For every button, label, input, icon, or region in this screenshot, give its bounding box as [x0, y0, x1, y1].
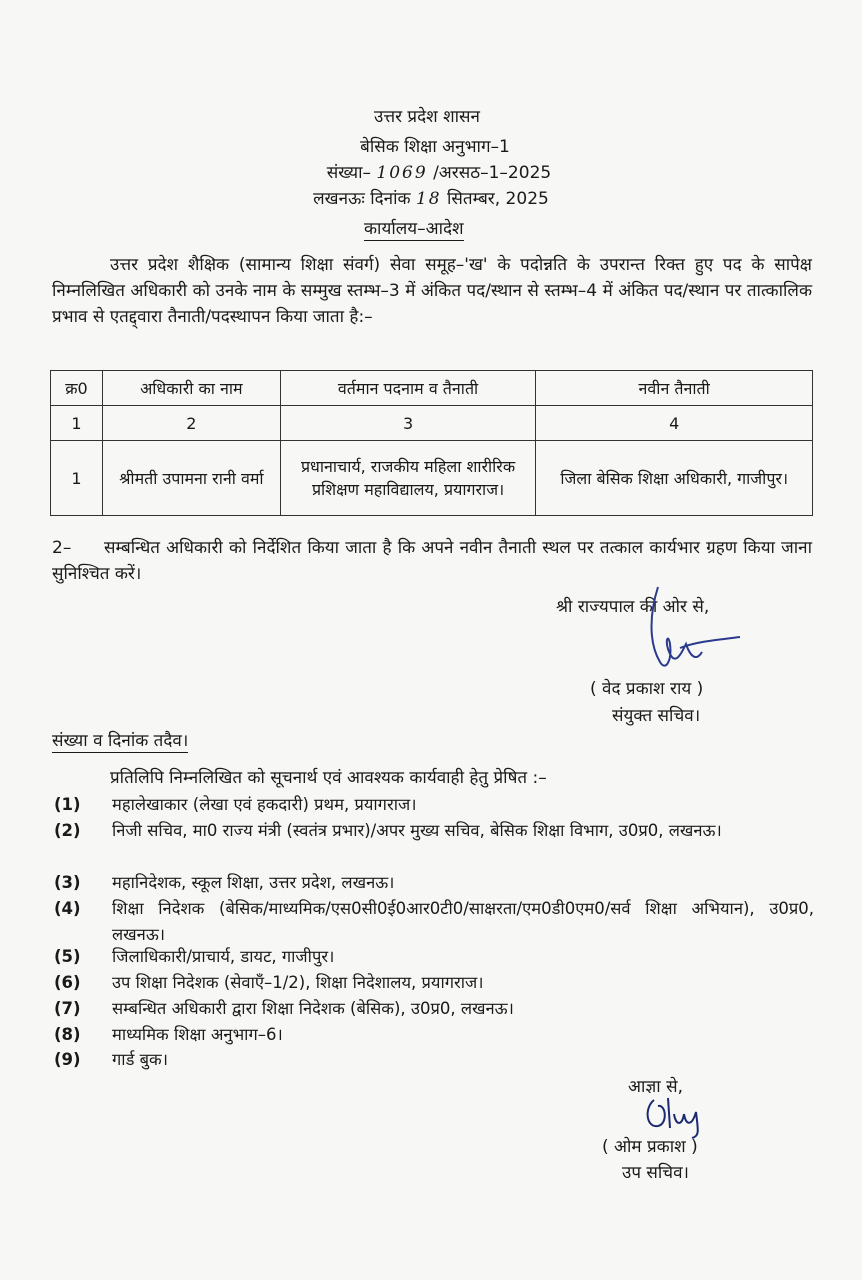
signatory-1-name: ( वेद प्रकाश राय ) [590, 679, 704, 699]
signatory-2-name: ( ओम प्रकाश ) [602, 1137, 698, 1157]
list-item-number: (6) [54, 973, 81, 992]
list-item-number: (7) [54, 999, 81, 1018]
order-number-suffix: /अरसठ–1–2025 [433, 163, 552, 183]
header-government [0, 104, 858, 127]
column-number: 2 [102, 406, 280, 441]
order-number-handwritten: 1069 [376, 163, 428, 183]
list-item-text: सम्बन्धित अधिकारी द्वारा शिक्षा निदेशक (बेसिक), उ0प्र0, लखनऊ। [112, 999, 514, 1018]
posting-table [50, 370, 813, 516]
header-section [4, 134, 862, 157]
column-number: 1 [51, 406, 103, 441]
list-item-text: शिक्षा निदेशक (बेसिक/माध्यमिक/एस0सी0ई0आर0टी0/साक्षरता/एम0डी0एम0/सर्व शिक्षा अभियान), उ0प्र0, लखनऊ। [112, 899, 814, 944]
list-item [54, 870, 814, 896]
header-new-posting: नवीन तैनाती [536, 371, 813, 406]
list-item-number: (9) [54, 1050, 81, 1069]
header-officer-name: अधिकारी का नाम [102, 371, 280, 406]
table-header-row [51, 371, 813, 406]
section-name: बेसिक शिक्षा अनुभाग–1 [360, 137, 510, 157]
list-item [54, 970, 814, 996]
header-serial: क्र0 [51, 371, 103, 406]
list-item-text: निजी सचिव, मा0 राज्य मंत्री (स्वतंत्र प्रभार)/अपर मुख्य सचिव, बेसिक शिक्षा विभाग, उ0प्र0, लखनऊ। [112, 821, 722, 840]
list-item-text: महालेखाकार (लेखा एवं हकदारी) प्रथम, प्रयागराज। [112, 795, 417, 814]
date-prefix: लखनऊः दिनांक [313, 189, 411, 209]
list-item-number: (8) [54, 1025, 81, 1044]
paragraph-number: 2– [52, 538, 72, 558]
number-and-date-same: संख्या व दिनांक तदैव। [52, 728, 188, 753]
list-item [54, 1022, 814, 1048]
list-item [54, 996, 814, 1022]
header-order-number [8, 160, 862, 183]
office-order-title: कार्यालय–आदेश [364, 216, 464, 241]
list-item-number: (4) [54, 899, 81, 918]
table-row [51, 441, 813, 516]
list-item-text: उप शिक्षा निदेशक (सेवाएँ–1/2), शिक्षा निदेशालय, प्रयागराज। [112, 973, 484, 992]
row-new-posting: जिला बेसिक शिक्षा अधिकारी, गाजीपुर। [536, 441, 813, 516]
signature-deputy-secretary [640, 1090, 720, 1140]
date-handwritten: 18 [415, 189, 442, 209]
order-number-prefix: संख्या– [326, 163, 371, 183]
list-item-number: (2) [54, 821, 81, 840]
signature-joint-secretary [640, 582, 750, 682]
list-item-number: (3) [54, 873, 81, 892]
column-number: 3 [280, 406, 536, 441]
table-column-number-row [51, 406, 813, 441]
government-name: उत्तर प्रदेश शासन [374, 107, 480, 127]
row-serial: 1 [51, 441, 103, 516]
row-officer-name: श्रीमती उपामना रानी वर्मा [102, 441, 280, 516]
list-item [54, 818, 814, 844]
header-date [0, 186, 862, 209]
paragraph-text: सम्बन्धित अधिकारी को निर्देशित किया जाता है कि अपने नवीन तैनाती स्थल पर तत्काल कार्यभार ग्रहण किया जाना सुनिश्चित करें। [52, 538, 812, 584]
on-behalf-of-governor: श्री राज्यपाल की ओर से, [556, 597, 710, 617]
copy-forwarded-intro: प्रतिलिपि निम्नलिखित को सूचनार्थ एवं आवश्यक कार्यवाही हेतु प्रेषित :– [110, 768, 547, 788]
list-item-number: (1) [54, 795, 81, 814]
list-item-number: (5) [54, 947, 81, 966]
row-current-posting: प्रधानाचार्य, राजकीय महिला शारीरिक प्रशिक्षण महाविद्यालय, प्रयागराज। [280, 441, 536, 516]
list-item [54, 1047, 814, 1073]
column-number: 4 [536, 406, 813, 441]
by-order: आज्ञा से, [628, 1077, 683, 1097]
date-suffix: सितम्बर, 2025 [446, 189, 549, 209]
signatory-1-designation: संयुक्त सचिव। [612, 706, 701, 726]
list-item-text: महानिदेशक, स्कूल शिक्षा, उत्तर प्रदेश, लखनऊ। [112, 873, 395, 892]
list-item-text: गार्ड बुक। [112, 1050, 168, 1069]
list-item-text: माध्यमिक शिक्षा अनुभाग–6। [112, 1025, 283, 1044]
signatory-2-designation: उप सचिव। [622, 1163, 689, 1183]
list-item [54, 896, 814, 948]
list-item-text: जिलाधिकारी/प्राचार्य, डायट, गाजीपुर। [112, 947, 335, 966]
list-item [54, 792, 814, 818]
order-paragraph-2 [52, 535, 812, 587]
order-paragraph-1: उत्तर प्रदेश शैक्षिक (सामान्य शिक्षा संवर्ग) सेवा समूह–'ख' के पदोन्नति के उपरान्त रिक्त हुए पद के सापेक्ष निम्नलिखित अधिकारी को उनके नाम के सम्मुख स्तम्भ–3 में अंकित पद/स्थान से स्तम्भ–4 में अंकित पद/स्थान पर तात्कालिक प्रभाव से एतद्द्वारा तैनाती/पदस्थापन किया जाता है:– [52, 255, 812, 327]
header-current-posting: वर्तमान पदनाम व तैनाती [280, 371, 536, 406]
list-item [54, 944, 814, 970]
